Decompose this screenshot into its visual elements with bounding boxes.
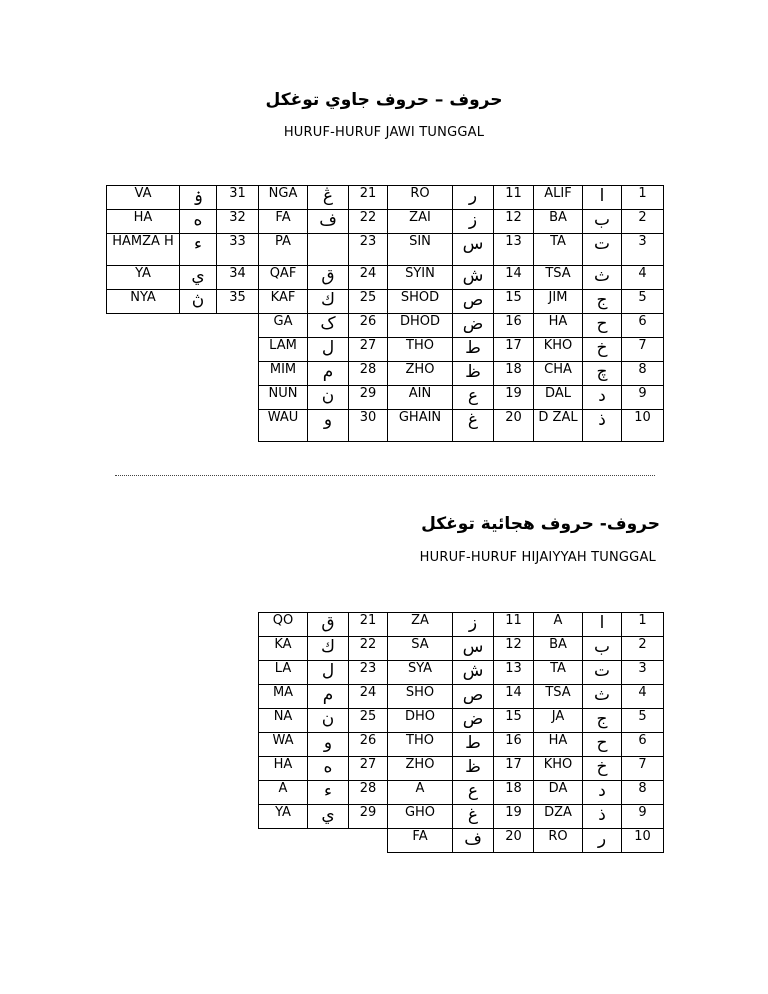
letter-number-cell: 30 <box>349 410 388 442</box>
table-row <box>107 338 664 362</box>
latin-name-cell: WA <box>259 733 308 757</box>
letter-number-cell: 24 <box>349 266 388 290</box>
letter-number-cell: 20 <box>494 410 534 442</box>
table-row <box>259 829 664 853</box>
hijaiyyah-title-arabic: حروف- حروف هجائية توغكل <box>421 514 660 534</box>
latin-name-cell: ZHO <box>388 362 453 386</box>
letter-number-cell: 35 <box>217 290 259 314</box>
letter-number-cell: 5 <box>622 709 664 733</box>
latin-name-cell: ZAI <box>388 210 453 234</box>
arabic-letter-cell: چ <box>583 362 622 386</box>
letter-number-cell: 34 <box>217 266 259 290</box>
table-row <box>107 362 664 386</box>
letter-number-cell: 15 <box>494 290 534 314</box>
latin-name-cell: SIN <box>388 234 453 266</box>
empty-cell <box>107 386 180 410</box>
letter-number-cell: 20 <box>494 829 534 853</box>
letter-number-cell: 5 <box>622 290 664 314</box>
letter-number-cell: 19 <box>494 386 534 410</box>
arabic-letter-cell: م <box>308 362 349 386</box>
letter-number-cell: 27 <box>349 338 388 362</box>
empty-cell <box>217 314 259 338</box>
latin-name-cell: GA <box>259 314 308 338</box>
arabic-letter-cell: ۏ <box>180 186 217 210</box>
latin-name-cell: SYA <box>388 661 453 685</box>
table-row <box>107 386 664 410</box>
letter-number-cell: 31 <box>217 186 259 210</box>
arabic-letter-cell: ص <box>453 290 494 314</box>
letter-number-cell: 14 <box>494 266 534 290</box>
table-row <box>107 186 664 210</box>
letter-number-cell: 12 <box>494 210 534 234</box>
letter-number-cell: 12 <box>494 637 534 661</box>
arabic-letter-cell: ن <box>308 709 349 733</box>
arabic-letter-cell: ر <box>583 829 622 853</box>
latin-name-cell: QAF <box>259 266 308 290</box>
empty-cell <box>180 362 217 386</box>
letter-number-cell: 19 <box>494 805 534 829</box>
latin-name-cell: TA <box>534 661 583 685</box>
latin-name-cell: DHOD <box>388 314 453 338</box>
empty-cell <box>217 362 259 386</box>
latin-name-cell: HA <box>107 210 180 234</box>
arabic-letter-cell: ر <box>453 186 494 210</box>
latin-name-cell: JIM <box>534 290 583 314</box>
latin-name-cell: GHAIN <box>388 410 453 442</box>
arabic-letter-cell: ک <box>308 314 349 338</box>
arabic-letter-cell: ص <box>453 685 494 709</box>
table-row <box>259 805 664 829</box>
arabic-letter-cell: ل <box>308 661 349 685</box>
empty-cell <box>259 829 308 853</box>
latin-name-cell: KHO <box>534 338 583 362</box>
arabic-letter-cell: ز <box>453 210 494 234</box>
arabic-letter-cell: ذ <box>583 410 622 442</box>
arabic-letter-cell: ح <box>583 314 622 338</box>
latin-name-cell: MIM <box>259 362 308 386</box>
latin-name-cell: THO <box>388 733 453 757</box>
arabic-letter-cell: ط <box>453 733 494 757</box>
arabic-letter-cell: ط <box>453 338 494 362</box>
table-row <box>259 781 664 805</box>
latin-name-cell: ZA <box>388 613 453 637</box>
letter-number-cell: 8 <box>622 781 664 805</box>
arabic-letter-cell: ه <box>308 757 349 781</box>
letter-number-cell: 3 <box>622 661 664 685</box>
latin-name-cell: MA <box>259 685 308 709</box>
letter-number-cell: 16 <box>494 733 534 757</box>
letter-number-cell: 21 <box>349 613 388 637</box>
latin-name-cell: DHO <box>388 709 453 733</box>
latin-name-cell: A <box>534 613 583 637</box>
arabic-letter-cell: ء <box>308 781 349 805</box>
table-row <box>259 709 664 733</box>
latin-name-cell: HA <box>534 314 583 338</box>
empty-cell <box>180 386 217 410</box>
arabic-letter-cell: ش <box>453 266 494 290</box>
arabic-letter-cell: ل <box>308 338 349 362</box>
letter-number-cell: 9 <box>622 805 664 829</box>
jawi-letters-table <box>106 185 664 442</box>
letter-number-cell: 18 <box>494 362 534 386</box>
latin-name-cell: ALIF <box>534 186 583 210</box>
table-row <box>259 637 664 661</box>
latin-name-cell: NGA <box>259 186 308 210</box>
arabic-letter-cell: ق <box>308 613 349 637</box>
letter-number-cell: 21 <box>349 186 388 210</box>
latin-name-cell: HA <box>259 757 308 781</box>
table-row <box>259 613 664 637</box>
arabic-letter-cell: م <box>308 685 349 709</box>
latin-name-cell: D ZAL <box>534 410 583 442</box>
latin-name-cell: PA <box>259 234 308 266</box>
letter-number-cell: 3 <box>622 234 664 266</box>
latin-name-cell: YA <box>259 805 308 829</box>
empty-cell <box>217 338 259 362</box>
latin-name-cell: JA <box>534 709 583 733</box>
empty-cell <box>349 829 388 853</box>
letter-number-cell: 4 <box>622 266 664 290</box>
empty-cell <box>217 386 259 410</box>
arabic-letter-cell: ع <box>453 781 494 805</box>
arabic-letter-cell: ت <box>583 661 622 685</box>
letter-number-cell: 8 <box>622 362 664 386</box>
letter-number-cell: 9 <box>622 386 664 410</box>
letter-number-cell: 11 <box>494 613 534 637</box>
letter-number-cell: 1 <box>622 613 664 637</box>
letter-number-cell: 28 <box>349 362 388 386</box>
letter-number-cell: 7 <box>622 757 664 781</box>
letter-number-cell: 22 <box>349 210 388 234</box>
letter-number-cell: 13 <box>494 234 534 266</box>
table-row <box>107 234 664 266</box>
arabic-letter-cell: ش <box>453 661 494 685</box>
arabic-letter-cell: غ <box>453 410 494 442</box>
latin-name-cell: SHO <box>388 685 453 709</box>
table-row <box>259 685 664 709</box>
arabic-letter-cell: ث <box>583 266 622 290</box>
latin-name-cell: KAF <box>259 290 308 314</box>
letter-number-cell: 1 <box>622 186 664 210</box>
latin-name-cell: AIN <box>388 386 453 410</box>
latin-name-cell: SHOD <box>388 290 453 314</box>
arabic-letter-cell: د <box>583 781 622 805</box>
arabic-letter-cell: ج <box>583 290 622 314</box>
latin-name-cell: SA <box>388 637 453 661</box>
empty-cell <box>217 410 259 442</box>
empty-cell <box>180 338 217 362</box>
latin-name-cell: SYIN <box>388 266 453 290</box>
letter-number-cell: 29 <box>349 805 388 829</box>
letter-number-cell: 17 <box>494 338 534 362</box>
table-row <box>259 757 664 781</box>
latin-name-cell: DAL <box>534 386 583 410</box>
arabic-letter-cell: ڽ <box>180 290 217 314</box>
letter-number-cell: 28 <box>349 781 388 805</box>
letter-number-cell: 4 <box>622 685 664 709</box>
latin-name-cell: HAMZA H <box>107 234 180 266</box>
latin-name-cell: KA <box>259 637 308 661</box>
letter-number-cell: 10 <box>622 410 664 442</box>
latin-name-cell: VA <box>107 186 180 210</box>
letter-number-cell: 10 <box>622 829 664 853</box>
jawi-title-arabic: حروف – حروف جاوي توغكل <box>265 90 503 110</box>
letter-number-cell: 7 <box>622 338 664 362</box>
latin-name-cell: CHA <box>534 362 583 386</box>
letter-number-cell: 16 <box>494 314 534 338</box>
latin-name-cell: FA <box>388 829 453 853</box>
arabic-letter-cell: و <box>308 733 349 757</box>
letter-number-cell: 27 <box>349 757 388 781</box>
latin-name-cell: FA <box>259 210 308 234</box>
empty-cell <box>107 362 180 386</box>
arabic-letter-cell: ض <box>453 314 494 338</box>
letter-number-cell: 32 <box>217 210 259 234</box>
latin-name-cell: LAM <box>259 338 308 362</box>
arabic-letter-cell: ڠ <box>308 186 349 210</box>
latin-name-cell: KHO <box>534 757 583 781</box>
arabic-letter-cell: ذ <box>583 805 622 829</box>
letter-number-cell: 26 <box>349 314 388 338</box>
empty-cell <box>107 314 180 338</box>
letter-number-cell: 25 <box>349 709 388 733</box>
arabic-letter-cell: ظ <box>453 757 494 781</box>
letter-number-cell: 26 <box>349 733 388 757</box>
latin-name-cell: TSA <box>534 685 583 709</box>
arabic-letter-cell: ب <box>583 637 622 661</box>
letter-number-cell: 2 <box>622 637 664 661</box>
arabic-letter-cell: ك <box>308 290 349 314</box>
latin-name-cell: BA <box>534 210 583 234</box>
table-row <box>107 266 664 290</box>
empty-cell <box>107 338 180 362</box>
arabic-letter-cell: ف <box>308 210 349 234</box>
arabic-letter-cell: ن <box>308 386 349 410</box>
arabic-letter-cell: و <box>308 410 349 442</box>
arabic-letter-cell: غ <box>453 805 494 829</box>
letter-number-cell: 6 <box>622 314 664 338</box>
letter-number-cell: 15 <box>494 709 534 733</box>
table-row <box>107 410 664 442</box>
letter-number-cell: 11 <box>494 186 534 210</box>
arabic-letter-cell: ز <box>453 613 494 637</box>
arabic-letter-cell: س <box>453 234 494 266</box>
empty-cell <box>180 314 217 338</box>
letter-number-cell: 25 <box>349 290 388 314</box>
latin-name-cell: DA <box>534 781 583 805</box>
arabic-letter-cell: س <box>453 637 494 661</box>
latin-name-cell: DZA <box>534 805 583 829</box>
arabic-letter-cell: ظ <box>453 362 494 386</box>
arabic-letter-cell: ج <box>583 709 622 733</box>
arabic-letter-cell: ت <box>583 234 622 266</box>
latin-name-cell: ZHO <box>388 757 453 781</box>
latin-name-cell: YA <box>107 266 180 290</box>
arabic-letter-cell: ح <box>583 733 622 757</box>
arabic-letter-cell: ف <box>453 829 494 853</box>
arabic-letter-cell: خ <box>583 757 622 781</box>
letter-number-cell: 29 <box>349 386 388 410</box>
hijaiyyah-letters-table <box>258 612 664 853</box>
arabic-letter-cell: ك <box>308 637 349 661</box>
letter-number-cell: 14 <box>494 685 534 709</box>
arabic-letter-cell: ا <box>583 186 622 210</box>
letter-number-cell: 33 <box>217 234 259 266</box>
table-row <box>259 733 664 757</box>
arabic-letter-cell: ء <box>180 234 217 266</box>
hijaiyyah-title-latin: HURUF-HURUF HIJAIYYAH TUNGGAL <box>419 550 656 565</box>
empty-cell <box>107 410 180 442</box>
arabic-letter-cell: ض <box>453 709 494 733</box>
letter-number-cell: 18 <box>494 781 534 805</box>
latin-name-cell: THO <box>388 338 453 362</box>
arabic-letter-cell: ق <box>308 266 349 290</box>
latin-name-cell: NA <box>259 709 308 733</box>
arabic-letter-cell: خ <box>583 338 622 362</box>
latin-name-cell: A <box>259 781 308 805</box>
latin-name-cell: TA <box>534 234 583 266</box>
letter-number-cell: 17 <box>494 757 534 781</box>
letter-number-cell: 2 <box>622 210 664 234</box>
table-row <box>107 210 664 234</box>
letter-number-cell: 23 <box>349 661 388 685</box>
latin-name-cell: RO <box>534 829 583 853</box>
table-row <box>259 661 664 685</box>
latin-name-cell: HA <box>534 733 583 757</box>
arabic-letter-cell: ب <box>583 210 622 234</box>
arabic-letter-cell: د <box>583 386 622 410</box>
letter-number-cell: 13 <box>494 661 534 685</box>
latin-name-cell: RO <box>388 186 453 210</box>
letter-number-cell: 24 <box>349 685 388 709</box>
arabic-letter-cell: ي <box>180 266 217 290</box>
arabic-letter-cell: ع <box>453 386 494 410</box>
letter-number-cell: 23 <box>349 234 388 266</box>
table-row <box>107 290 664 314</box>
letter-number-cell: 22 <box>349 637 388 661</box>
empty-cell <box>308 829 349 853</box>
latin-name-cell: BA <box>534 637 583 661</box>
arabic-letter-cell <box>308 234 349 266</box>
section-divider <box>115 475 655 476</box>
latin-name-cell: GHO <box>388 805 453 829</box>
jawi-title-latin: HURUF-HURUF JAWI TUNGGAL <box>283 125 485 140</box>
arabic-letter-cell: ي <box>308 805 349 829</box>
arabic-letter-cell: ث <box>583 685 622 709</box>
latin-name-cell: QO <box>259 613 308 637</box>
arabic-letter-cell: ه <box>180 210 217 234</box>
latin-name-cell: TSA <box>534 266 583 290</box>
latin-name-cell: NYA <box>107 290 180 314</box>
empty-cell <box>180 410 217 442</box>
letter-number-cell: 6 <box>622 733 664 757</box>
latin-name-cell: WAU <box>259 410 308 442</box>
latin-name-cell: A <box>388 781 453 805</box>
table-row <box>107 314 664 338</box>
latin-name-cell: NUN <box>259 386 308 410</box>
arabic-letter-cell: ا <box>583 613 622 637</box>
latin-name-cell: LA <box>259 661 308 685</box>
